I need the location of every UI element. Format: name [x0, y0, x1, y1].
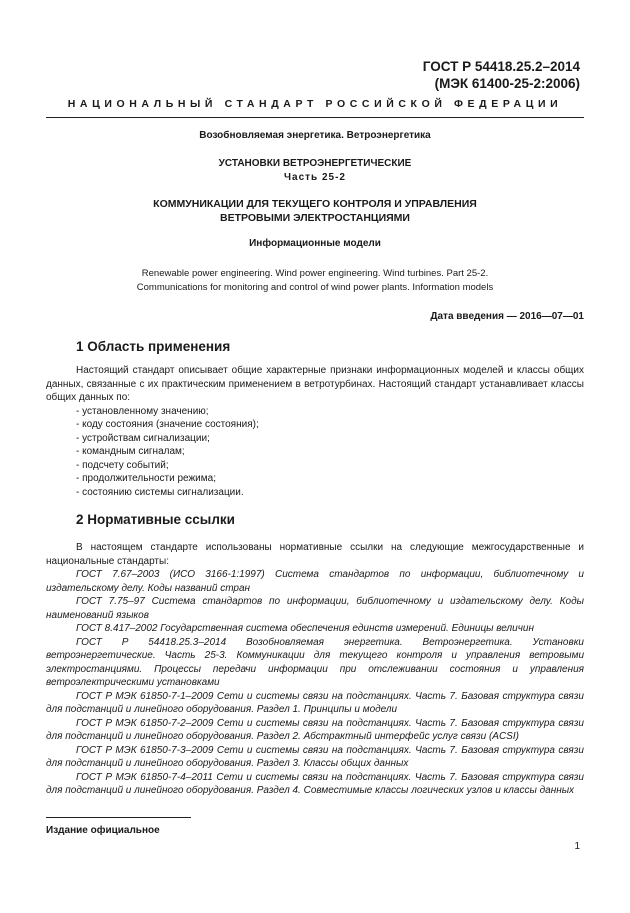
section-2-heading: 2 Нормативные ссылки — [76, 512, 235, 527]
standard-identifier — [423, 58, 580, 92]
reference-item: ГОСТ Р МЭК 61850-7-3–2009 Сети и системы связи на подстанциях. Часть 7. Базовая структура связи для подстанций и линейного оборудования. Раздел 3. Классы общих данных — [46, 744, 584, 769]
title-subject — [46, 197, 584, 225]
reference-item: ГОСТ Р МЭК 61850-7-2–2009 Сети и системы связи на подстанциях. Часть 7. Базовая структура связи для подстанций и линейного оборудования. Раздел 2. Абстрактный интерфейс услуг связи (ACSI) — [46, 717, 584, 742]
english-title — [46, 267, 584, 295]
title-subject-line-1: КОММУНИКАЦИИ ДЛЯ ТЕКУЩЕГО КОНТРОЛЯ И УПРАВЛЕНИЯ — [153, 198, 477, 210]
section-1-body — [46, 364, 584, 499]
english-title-line-1: Renewable power engineering. Wind power engineering. Wind turbines. Part 25-2. — [141, 268, 489, 279]
reference-item: ГОСТ Р МЭК 61850-7-4–2011 Сети и системы связи на подстанциях. Часть 7. Базовая структура связи для подстанций и линейного оборудования. Раздел 4. Совместимые классы логических узлов и классы данных — [46, 771, 584, 796]
list-item: - подсчету событий; — [76, 459, 169, 471]
list-item: - командным сигналам; — [76, 446, 185, 457]
list-item: - установленному значению; — [76, 405, 209, 417]
introduction-date: Дата введения — 2016—07—01 — [430, 311, 584, 322]
title-subject-line-2: ВЕТРОВЫМИ ЭЛЕКТРОСТАНЦИЯМИ — [220, 212, 410, 224]
page-number: 1 — [574, 841, 580, 852]
title-topic: Возобновляемая энергетика. Ветроэнергетика — [199, 130, 431, 141]
section-2-body — [46, 541, 584, 798]
title-subtitle: Информационные модели — [249, 238, 381, 249]
reference-item: ГОСТ 7.67–2003 (ИСО 3166-1:1997) Система стандартов по информации, библиотечному и издательскому делу. Коды названий стран — [46, 569, 584, 594]
standard-number: ГОСТ Р 54418.25.2–2014 — [422, 59, 580, 74]
list-item: - продолжительности режима; — [76, 473, 216, 484]
header-divider — [46, 117, 584, 118]
section-1-heading: 1 Область применения — [76, 339, 231, 354]
section-2-intro: В настоящем стандарте использованы нормативные ссылки на следующие межгосударственные и национальные стандарты: — [46, 542, 584, 567]
list-item: - устройствам сигнализации; — [76, 432, 210, 444]
english-title-line-2: Communications for monitoring and control of wind power plants. Information models — [136, 282, 494, 293]
title-main-line: УСТАНОВКИ ВЕТРОЭНЕРГЕТИЧЕСКИЕ — [218, 158, 412, 169]
reference-item: ГОСТ Р 54418.25.3–2014 Возобновляемая энергетика. Ветроэнергетика. Установки ветроэнергетические. Часть 25-3. Коммуникации для текущего контроля и управления ветровыми электростанциями. Процессы передачи информации при отслеживании состояния и управления ветроэлектрическими установками — [46, 636, 584, 688]
official-edition-label: Издание официальное — [46, 825, 160, 836]
section-1-paragraph: Настоящий стандарт описывает общие характерные признаки информационных моделей и классы общих данных, связанные с их практическим применением в ветротурбинах. Настоящий стандарт устанавливает классы общих данных по: — [46, 365, 584, 403]
list-item: - состоянию системы сигнализации. — [76, 486, 244, 498]
national-standard-banner: НАЦИОНАЛЬНЫЙ СТАНДАРТ РОССИЙСКОЙ ФЕДЕРАЦИИ — [67, 98, 563, 110]
footer-divider — [46, 817, 191, 818]
list-item: - коду состояния (значение состояния); — [76, 419, 259, 430]
title-part: Часть 25-2 — [284, 172, 346, 183]
reference-item: ГОСТ 7.75–97 Система стандартов по информации, библиотечному и издательскому делу. Коды наименований языков — [46, 596, 584, 621]
reference-item: ГОСТ 8.417–2002 Государственная система обеспечения единств измерений. Единицы величин — [76, 623, 534, 634]
iec-number: (МЭК 61400-25-2:2006) — [434, 76, 580, 91]
title-main — [46, 157, 584, 185]
reference-item: ГОСТ Р МЭК 61850-7-1–2009 Сети и системы связи на подстанциях. Часть 7. Базовая структура связи для подстанций и линейного оборудования. Раздел 1. Принципы и модели — [46, 690, 584, 715]
